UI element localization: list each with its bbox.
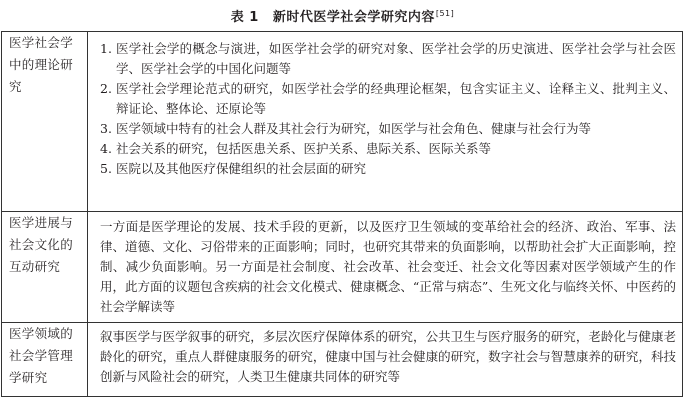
- item-number: 1.: [100, 41, 112, 56]
- table-number: 表 1: [230, 10, 259, 25]
- content-cell: 叙事医学与医学叙事的研究，多层次医疗保障体系的研究，公共卫生与医疗服务的研究，老龄化与健康老龄化的研究，重点人群健康服务的研究，健康中国与社会健康的研究，数字社会与智慧康养的研究，科技创新与风险社会的研究，人类卫生健康共同体的研究等: [88, 323, 683, 397]
- numbered-list: [100, 39, 676, 179]
- category-cell: 医学进展与社会文化的互动研究: [2, 212, 88, 323]
- item-number: 3.: [100, 121, 112, 136]
- table-title: 新时代医学社会学研究内容: [272, 10, 435, 25]
- item-text: 医学社会学理论范式的研究，如医学社会学的经典理论框架，包含实证主义、诠释主义、批判主义、辩证论、整体论、还原论等: [116, 81, 676, 116]
- citation-ref: [51]: [435, 9, 455, 18]
- item-number: 4.: [100, 141, 112, 156]
- item-text: 医学领域中特有的社会人群及其社会行为研究，如医学与社会角色、健康与社会行为等: [116, 121, 592, 136]
- list-item: [100, 139, 676, 159]
- category-cell: 医学社会学中的理论研究: [2, 32, 88, 212]
- list-item: [100, 39, 676, 79]
- list-item: [100, 79, 676, 119]
- table-row: [2, 32, 683, 212]
- content-cell: 一方面是医学理论的发展、技术手段的更新，以及医疗卫生领域的变革给社会的经济、政治、军事、法律、道德、文化、习俗带来的正面影响；同时，也研究其带来的负面影响，以帮助社会扩大正面影响，控制、减少负面影响。另一方面是社会制度、社会改革、社会变迁、社会文化等因素对医学领域产生的作用，此方面的议题包含疾病的社会文化模式、健康概念、“正常与病态”、生死文化与临终关怀、中医药的社会学解读等: [88, 212, 683, 323]
- item-text: 医学社会学的概念与演进，如医学社会学的研究对象、医学社会学的历史演进、医学社会学与社会医学、医学社会学的中国化问题等: [116, 41, 676, 76]
- item-text: 医院以及其他医疗保健组织的社会层面的研究: [116, 161, 367, 176]
- table-row: [2, 212, 683, 323]
- list-item: [100, 119, 676, 139]
- list-item: [100, 159, 676, 179]
- content-cell: [88, 32, 683, 212]
- item-text: 社会关系的研究，包括医患关系、医护关系、患际关系、医际关系等: [116, 141, 492, 156]
- table-row: [2, 323, 683, 397]
- item-number: 5.: [100, 161, 112, 176]
- research-content-table: [1, 31, 683, 397]
- category-cell: 医学领域的社会学管理学研究: [2, 323, 88, 397]
- table-caption: [0, 2, 685, 26]
- item-number: 2.: [100, 81, 112, 96]
